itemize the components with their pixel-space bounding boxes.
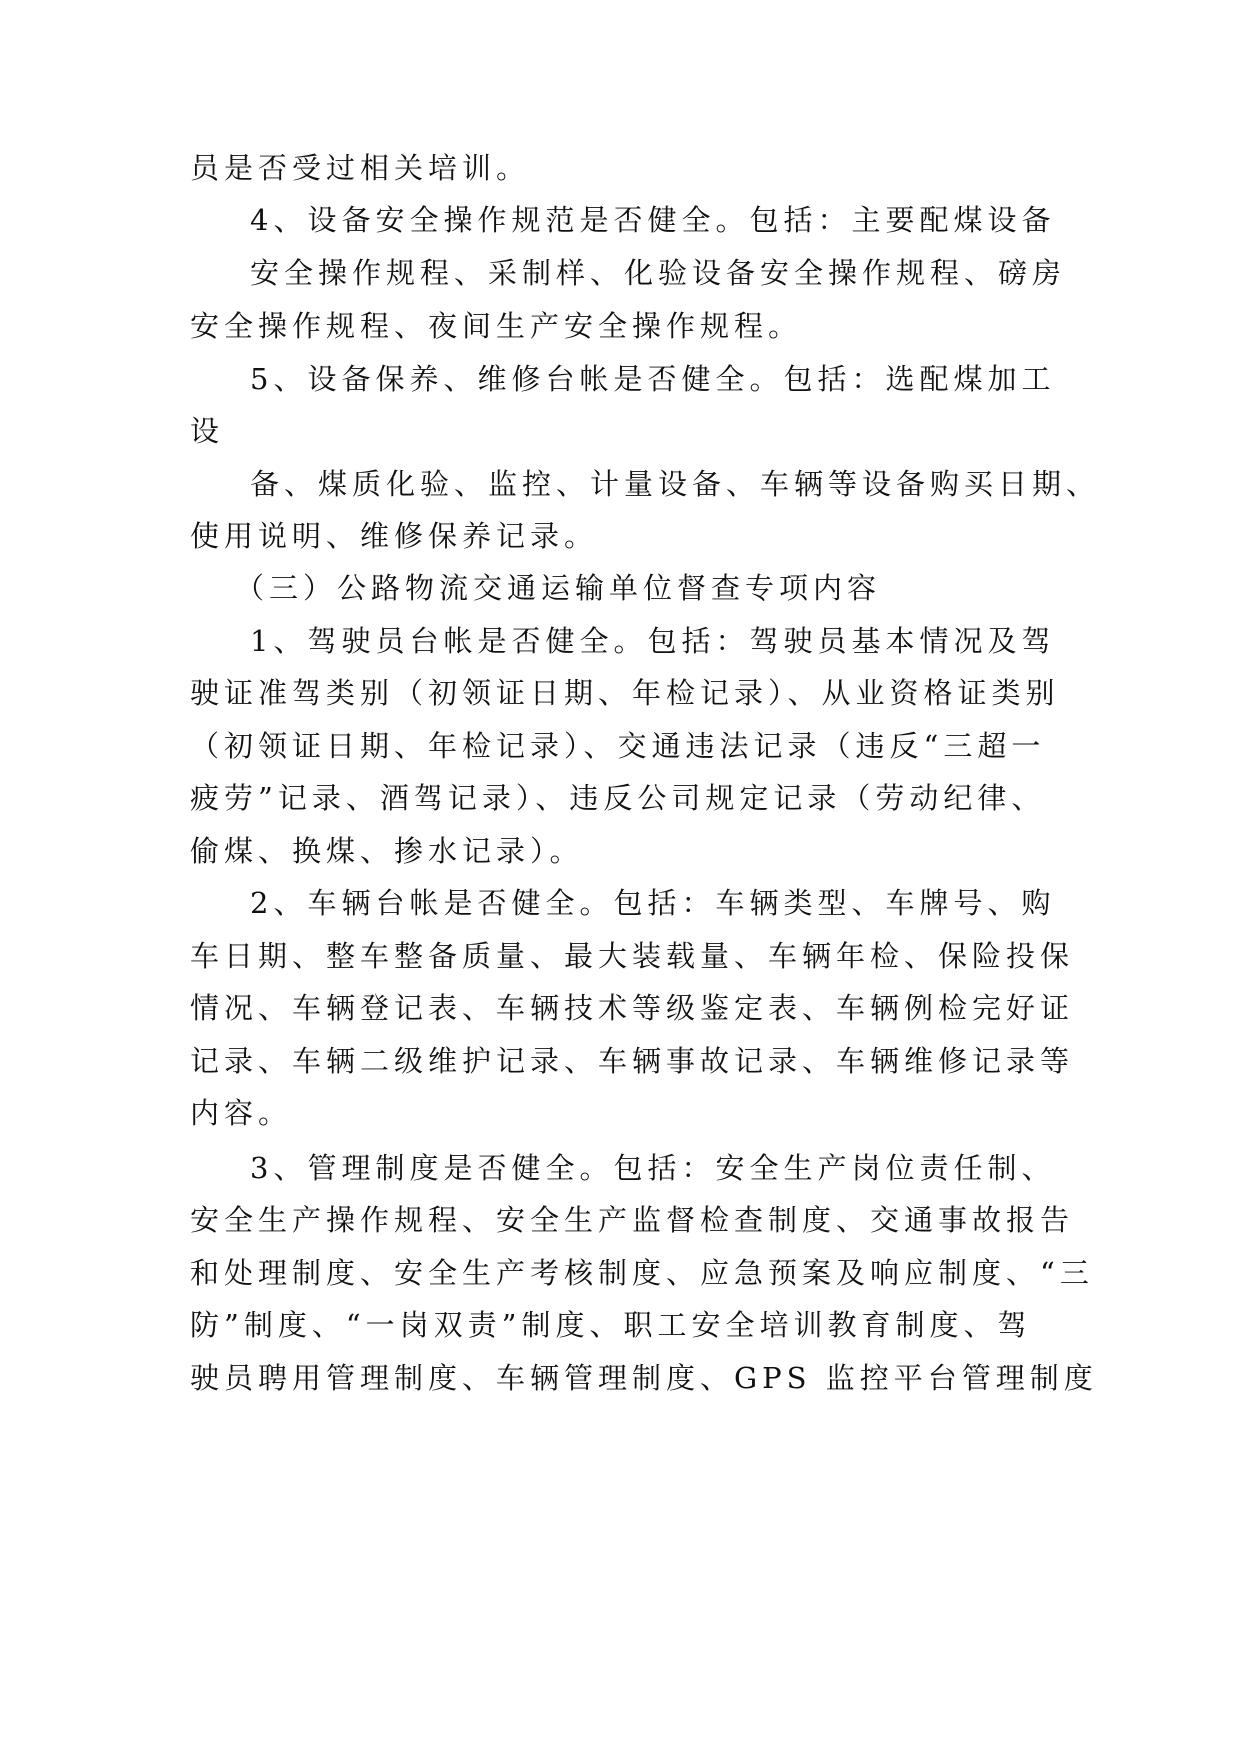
text-line: 1、驾驶员台帐是否健全。包括：驾驶员基本情况及驾 <box>250 624 1056 658</box>
text-line: 记录、车辆二级维护记录、车辆事故记录、车辆维修记录等 <box>190 1044 1075 1078</box>
text-line: 3、管理制度是否健全。包括：安全生产岗位责任制、 <box>250 1151 1056 1185</box>
text-line: 驶员聘用管理制度、车辆管理制度、GPS 监控平台管理制度 <box>190 1361 1098 1395</box>
text-line: （初领证日期、年检记录）、交通违法记录（违反“三超一 <box>190 729 1046 763</box>
text-line: 2、车辆台帐是否健全。包括：车辆类型、车牌号、购 <box>250 886 1056 920</box>
text-line: 情况、车辆登记表、车辆技术等级鉴定表、车辆例检完好证 <box>190 991 1075 1025</box>
text-line: 内容。 <box>190 1096 293 1130</box>
section-heading: （三）公路物流交通运输单位督查专项内容 <box>235 571 882 605</box>
text-line: 使用说明、维修保养记录。 <box>190 519 599 553</box>
text-line: 5、设备保养、维修台帐是否健全。包括：选配煤加工 <box>250 362 1056 396</box>
text-line: 疲劳”记录、酒驾记录）、违反公司规定记录（劳动纪律、 <box>190 781 1046 815</box>
text-line: 偷煤、换煤、掺水记录）。 <box>190 834 584 868</box>
text-line: 防”制度、“一岗双责”制度、职工安全培训教育制度、驾 <box>190 1308 1032 1342</box>
text-line: 车日期、整车整备质量、最大装载量、车辆年检、保险投保 <box>190 939 1075 973</box>
text-line: 员是否受过相关培训。 <box>190 151 531 185</box>
text-line: 安全生产操作规程、安全生产监督检查制度、交通事故报告 <box>190 1203 1075 1237</box>
text-line: 设 <box>190 414 225 448</box>
text-line: 备、煤质化验、监控、计量设备、车辆等设备购买日期、 <box>250 467 1101 501</box>
text-line: 安全操作规程、夜间生产安全操作规程。 <box>190 309 803 343</box>
text-line: 驶证准驾类别（初领证日期、年检记录）、从业资格证类别 <box>190 676 1060 710</box>
text-line: 和处理制度、安全生产考核制度、应急预案及响应制度、“三 <box>190 1256 1094 1290</box>
text-line: 4、设备安全操作规范是否健全。包括：主要配煤设备 <box>250 203 1056 237</box>
text-line: 安全操作规程、采制样、化验设备安全操作规程、磅房 <box>250 256 1067 290</box>
